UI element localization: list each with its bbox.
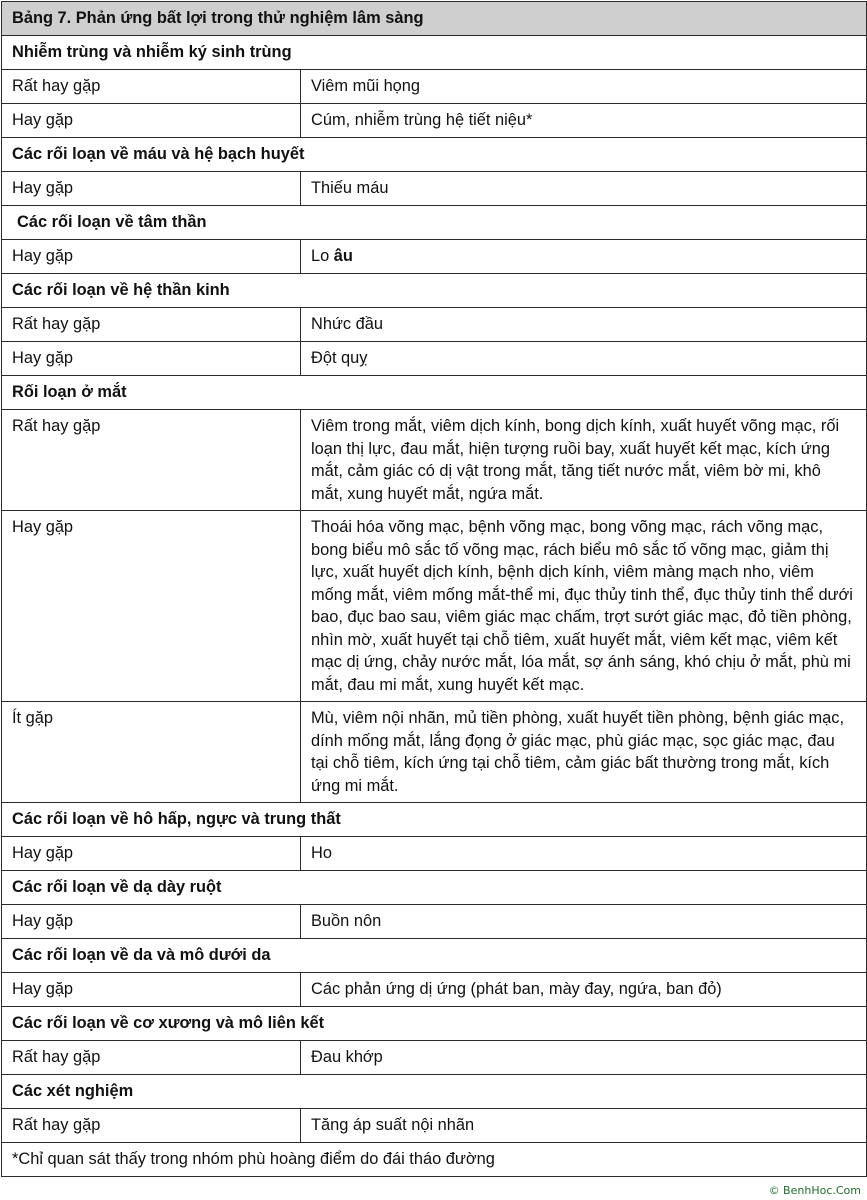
reaction-cell: Đau khớp — [301, 1041, 867, 1075]
frequency-cell: Hay gặp — [2, 973, 301, 1007]
table-row — [2, 905, 867, 939]
section-header-eye: Rối loạn ở mắt — [2, 376, 867, 410]
reaction-cell — [301, 240, 867, 274]
table-row — [2, 342, 867, 376]
section-header-row — [2, 803, 867, 837]
reaction-cell: Ho — [301, 837, 867, 871]
section-header-row — [2, 939, 867, 973]
table-row — [2, 702, 867, 803]
reaction-cell: Buồn nôn — [301, 905, 867, 939]
frequency-cell: Rất hay gặp — [2, 70, 301, 104]
table-row — [2, 511, 867, 702]
table-row — [2, 1109, 867, 1143]
frequency-cell: Hay gặp — [2, 172, 301, 206]
section-header-psychiatric: Các rối loạn về tâm thần — [2, 206, 867, 240]
table-row — [2, 410, 867, 511]
section-header-infections: Nhiễm trùng và nhiễm ký sinh trùng — [2, 36, 867, 70]
section-header-row — [2, 206, 867, 240]
footnote-row — [2, 1143, 867, 1177]
reaction-text: Lo — [311, 247, 334, 265]
footnote: *Chỉ quan sát thấy trong nhóm phù hoàng điểm do đái tháo đường — [2, 1143, 867, 1177]
section-header-row — [2, 871, 867, 905]
section-header-row — [2, 1007, 867, 1041]
section-header-respiratory: Các rối loạn về hô hấp, ngực và trung thất — [2, 803, 867, 837]
frequency-cell: Rất hay gặp — [2, 1109, 301, 1143]
reaction-cell: Các phản ứng dị ứng (phát ban, mày đay, ngứa, ban đỏ) — [301, 973, 867, 1007]
section-header-skin: Các rối loạn về da và mô dưới da — [2, 939, 867, 973]
reaction-cell: Nhức đầu — [301, 308, 867, 342]
table-row — [2, 172, 867, 206]
frequency-cell: Hay gặp — [2, 104, 301, 138]
section-header-gastrointestinal: Các rối loạn về dạ dày ruột — [2, 871, 867, 905]
reaction-cell: Cúm, nhiễm trùng hệ tiết niệu* — [301, 104, 867, 138]
reaction-cell: Tăng áp suất nội nhãn — [301, 1109, 867, 1143]
frequency-cell: Rất hay gặp — [2, 1041, 301, 1075]
watermark: © BenhHoc.Com — [768, 1184, 861, 1197]
reaction-cell: Thoái hóa võng mạc, bệnh võng mạc, bong võng mạc, rách võng mạc, bong biểu mô sắc tố võng mạc, rách biểu mô sắc tố võng mạc, giảm thị lực, xuất huyết dịch kính, bệnh dịch kính, viêm màng mạch nho, viêm mống mắt, viêm mống mắt-thể mi, đục thủy tinh thể, đục thủy tinh thể dưới bao, đục bao sau, viêm giác mạc chấm, trợt sướt giác mạc, đỏ tiền phòng, nhìn mờ, xuất huyết tại chỗ tiêm, xuất huyết mắt, viêm kết mạc, viêm kết mạc dị ứng, chảy nước mắt, lóa mắt, sợ ánh sáng, khó chịu ở mắt, phù mi mắt, đau mi mắt, xung huyết kết mạc. — [301, 511, 867, 702]
table-row — [2, 973, 867, 1007]
reaction-cell: Viêm trong mắt, viêm dịch kính, bong dịch kính, xuất huyết võng mạc, rối loạn thị lực, đau mắt, hiện tượng ruồi bay, xuất huyết kết mạc, kích ứng mắt, cảm giác có dị vật trong mắt, tăng tiết nước mắt, viêm bờ mi, khô mắt, xung huyết mắt, ngứa mắt. — [301, 410, 867, 511]
section-header-musculoskeletal: Các rối loạn về cơ xương và mô liên kết — [2, 1007, 867, 1041]
frequency-cell: Hay gặp — [2, 240, 301, 274]
adverse-reactions-table — [1, 1, 867, 1177]
table-row — [2, 240, 867, 274]
section-header-nervous: Các rối loạn về hệ thần kinh — [2, 274, 867, 308]
table-row — [2, 308, 867, 342]
frequency-cell: Hay gặp — [2, 837, 301, 871]
reaction-text-bold: âu — [333, 247, 353, 265]
table-row — [2, 104, 867, 138]
frequency-cell: Hay gặp — [2, 511, 301, 702]
frequency-cell: Rất hay gặp — [2, 308, 301, 342]
frequency-cell: Ít gặp — [2, 702, 301, 803]
table-row — [2, 70, 867, 104]
frequency-cell: Hay gặp — [2, 905, 301, 939]
section-header-row — [2, 274, 867, 308]
table-title: Bảng 7. Phản ứng bất lợi trong thử nghiệm lâm sàng — [2, 2, 867, 36]
section-header-row — [2, 36, 867, 70]
section-header-investigations: Các xét nghiệm — [2, 1075, 867, 1109]
table-title-row — [2, 2, 867, 36]
table-row — [2, 837, 867, 871]
table-row — [2, 1041, 867, 1075]
reaction-cell: Thiếu máu — [301, 172, 867, 206]
frequency-cell: Rất hay gặp — [2, 410, 301, 511]
reaction-cell: Mù, viêm nội nhãn, mủ tiền phòng, xuất huyết tiền phòng, bệnh giác mạc, dính mống mắt, lắng đọng ở giác mạc, phù giác mạc, sọc giác mạc, đau tại chỗ tiêm, kích ứng tại chỗ tiêm, cảm giác bất thường trong mắt, kích ứng mi mắt. — [301, 702, 867, 803]
section-header-blood: Các rối loạn về máu và hệ bạch huyết — [2, 138, 867, 172]
reaction-cell: Viêm mũi họng — [301, 70, 867, 104]
reaction-cell: Đột quỵ — [301, 342, 867, 376]
frequency-cell: Hay gặp — [2, 342, 301, 376]
section-header-row — [2, 1075, 867, 1109]
section-header-row — [2, 138, 867, 172]
section-header-row — [2, 376, 867, 410]
